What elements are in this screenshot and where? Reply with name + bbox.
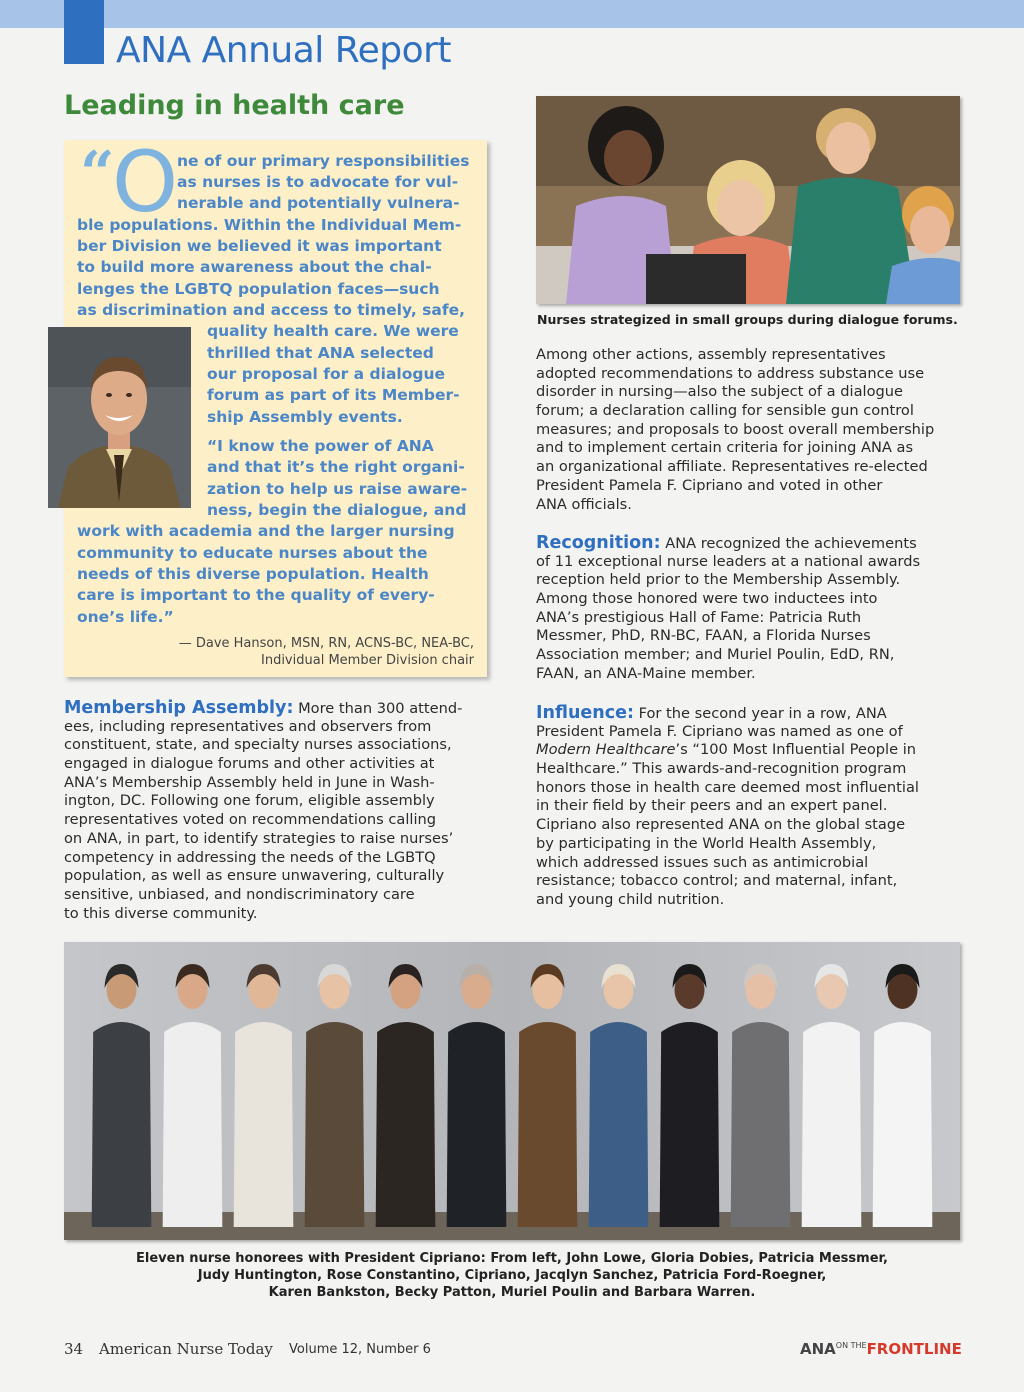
recognition-section bbox=[536, 534, 920, 684]
caption-line: Eleven nurse honorees with President Cipriano: From left, John Lowe, Gloria Dobies, Patricia Messmer, bbox=[136, 1251, 888, 1266]
logo-frontline: FRONTLINE bbox=[866, 1340, 962, 1358]
influence-line: ’s “100 Most Influential People in bbox=[675, 741, 917, 759]
logo-on-the: ON THE bbox=[835, 1341, 867, 1350]
portrait-photo bbox=[48, 327, 191, 508]
recognition-lead: Recognition: bbox=[536, 533, 661, 553]
quote-line: and that it’s the right organi- bbox=[207, 458, 465, 476]
quote-line: thrilled that ANA selected bbox=[207, 344, 434, 362]
membership-line: ees, including representatives and observers from bbox=[64, 717, 432, 735]
influence-line: in their field by their peers and an expert panel. bbox=[536, 797, 888, 815]
publication-name: American Nurse Today bbox=[99, 1340, 273, 1358]
quote-line: to build more awareness about the chal- bbox=[77, 258, 432, 276]
caption-line: Judy Huntington, Rose Constantino, Cipriano, Jacqlyn Sanchez, Patricia Ford-Roegner, bbox=[197, 1268, 827, 1283]
recognition-first-line: ANA recognized the achievements bbox=[660, 535, 917, 552]
drop-cap: O bbox=[112, 133, 179, 231]
membership-line: ANA’s Membership Assembly held in June in Wash- bbox=[64, 773, 435, 791]
dialogue-photo-caption: Nurses strategized in small groups during dialogue forums. bbox=[537, 312, 958, 327]
actions-line: adopted recommendations to address substance use bbox=[536, 364, 925, 382]
membership-line: engaged in dialogue forums and other activities at bbox=[64, 755, 435, 773]
quote-line: ble populations. Within the Individual Mem- bbox=[77, 216, 462, 234]
membership-line: ington, DC. Following one forum, eligible assembly bbox=[64, 792, 435, 810]
membership-line: representatives voted on recommendations calling bbox=[64, 811, 437, 829]
caption-line: Karen Bankston, Becky Patton, Muriel Poulin and Barbara Warren. bbox=[268, 1285, 756, 1300]
quote-line: quality health care. We were bbox=[207, 322, 459, 340]
recognition-line: FAAN, an ANA-Maine member. bbox=[536, 664, 756, 682]
honorees-photo-caption bbox=[64, 1250, 960, 1301]
actions-line: disorder in nursing—also the subject of a dialogue bbox=[536, 383, 903, 401]
logo-ana: ANA bbox=[800, 1340, 836, 1358]
recognition-line: Messmer, PhD, RN-BC, FAAN, a Florida Nurses bbox=[536, 627, 871, 645]
quote-line: our proposal for a dialogue bbox=[207, 365, 446, 383]
header-tab bbox=[64, 0, 104, 64]
actions-line: an organizational affiliate. Representatives re-elected bbox=[536, 458, 928, 476]
open-quote-mark: “ bbox=[80, 139, 115, 209]
recognition-line: Association member; and Muriel Poulin, EdD, RN, bbox=[536, 646, 895, 664]
quote-line: ne of our primary responsibilities bbox=[177, 152, 470, 170]
influence-first-line: For the second year in a row, ANA bbox=[633, 705, 887, 722]
actions-line: Among other actions, assembly representatives bbox=[536, 346, 886, 363]
influence-lead: Influence: bbox=[536, 703, 634, 723]
quote-line: lenges the LGBTQ population faces—such bbox=[77, 280, 440, 298]
quote-attribution-title: Individual Member Division chair bbox=[261, 653, 474, 668]
recognition-line: of 11 exceptional nurse leaders at a national awards bbox=[536, 552, 921, 570]
quote-line: nerable and potentially vulnera- bbox=[177, 194, 460, 212]
assembly-actions-section bbox=[536, 346, 934, 514]
quote-line: forum as part of its Member- bbox=[207, 386, 460, 404]
quote-line: zation to help us raise aware- bbox=[207, 480, 468, 498]
influence-line: and young child nutrition. bbox=[536, 890, 725, 908]
influence-line: resistance; tobacco control; and maternal, infant, bbox=[536, 872, 898, 890]
frontline-logo bbox=[800, 1340, 962, 1358]
membership-assembly-section bbox=[64, 699, 462, 923]
membership-lead: Membership Assembly: bbox=[64, 698, 294, 718]
honorees-group-photo bbox=[64, 942, 960, 1240]
quote-line: “I know the power of ANA bbox=[207, 437, 434, 455]
membership-line: sensitive, unbiased, and nondiscriminatory care bbox=[64, 885, 415, 903]
membership-line: population, as well as ensure unwavering, culturally bbox=[64, 867, 445, 885]
header-band bbox=[0, 0, 1024, 28]
actions-line: and to implement certain criteria for joining ANA as bbox=[536, 439, 914, 457]
influence-line: honors those in health care deemed most influential bbox=[536, 778, 919, 796]
page-number: 34 bbox=[64, 1340, 84, 1358]
membership-line: constituent, state, and specialty nurses associations, bbox=[64, 736, 452, 754]
report-title: ANA Annual Report bbox=[116, 30, 452, 71]
recognition-line: ANA’s prestigious Hall of Fame: Patricia Ruth bbox=[536, 608, 862, 626]
influence-line: which addressed issues such as antimicrobial bbox=[536, 853, 869, 871]
quote-line: work with academia and the larger nursing bbox=[77, 522, 455, 540]
actions-line: ANA officials. bbox=[536, 495, 632, 513]
quote-attribution-name: — Dave Hanson, MSN, RN, ACNS-BC, NEA-BC, bbox=[178, 636, 474, 651]
quote-line: as discrimination and access to timely, safe, bbox=[77, 301, 465, 319]
recognition-line: Among those honored were two inductees into bbox=[536, 590, 878, 608]
quote-line: ness, begin the dialogue, and bbox=[207, 501, 467, 519]
quote-line: ber Division we believed it was important bbox=[77, 237, 442, 255]
quote-line: community to educate nurses about the bbox=[77, 544, 428, 562]
recognition-line: reception held prior to the Membership Assembly. bbox=[536, 571, 901, 589]
quote-line: one’s life.” bbox=[77, 608, 174, 626]
membership-first-line: More than 300 attend- bbox=[293, 700, 463, 717]
quote-line: care is important to the quality of every- bbox=[77, 586, 435, 604]
membership-line: to this diverse community. bbox=[64, 904, 258, 922]
influence-line: Healthcare.” This awards-and-recognition program bbox=[536, 760, 907, 778]
section-heading: Leading in health care bbox=[64, 90, 405, 121]
membership-line: on ANA, in part, to identify strategies to raise nurses’ bbox=[64, 829, 454, 847]
quote-line: needs of this diverse population. Health bbox=[77, 565, 429, 583]
quote-line: ship Assembly events. bbox=[207, 408, 403, 426]
influence-line: President Pamela F. Cipriano was named as one of bbox=[536, 722, 903, 740]
actions-line: President Pamela F. Cipriano and voted in other bbox=[536, 476, 883, 494]
influence-line: Cipriano also represented ANA on the global stage bbox=[536, 816, 906, 834]
actions-line: forum; a declaration calling for sensible gun control bbox=[536, 402, 914, 420]
influence-line: by participating in the World Health Assembly, bbox=[536, 834, 877, 852]
quote-line: as nurses is to advocate for vul- bbox=[177, 173, 459, 191]
volume-number: Volume 12, Number 6 bbox=[289, 1342, 431, 1357]
influence-section bbox=[536, 704, 919, 910]
membership-line: competency in addressing the needs of the LGBTQ bbox=[64, 848, 436, 866]
actions-line: measures; and proposals to boost overall membership bbox=[536, 420, 935, 438]
dialogue-forum-photo bbox=[536, 96, 960, 304]
publication-name: Modern Healthcare bbox=[536, 741, 676, 759]
